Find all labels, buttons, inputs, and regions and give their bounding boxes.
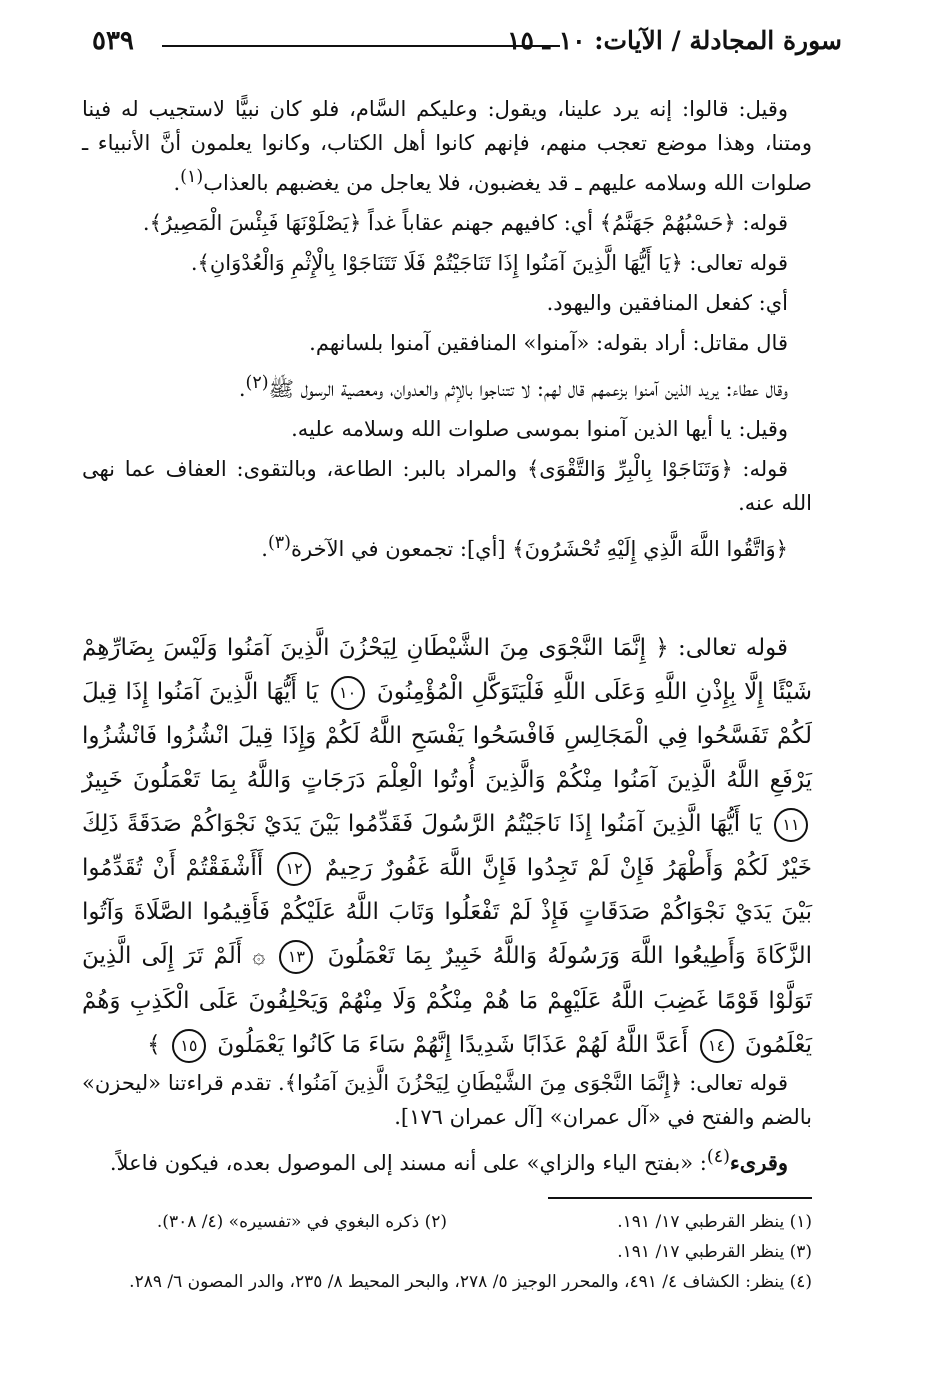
- commentary-top: [82, 92, 812, 572]
- paragraph: وقرىء$^{(٤)}$: «بفتح الياء والزاي» على أنه مسند إلى الموصول بعده، فيكون فاعلاً.: [109, 1147, 788, 1175]
- hizb-star-icon: ۞: [252, 944, 266, 969]
- verse-text: أَلَمْ تَرَ إِلَى الَّذِينَ تَوَلَّوْا قَوْمًا غَضِبَ اللَّهُ عَلَيْهِمْ مَا هُمْ مِنْكُمْ وَلَا مِنْهُمْ وَيَحْلِفُونَ عَلَى الْكَذِبِ وَهُمْ يَعْلَمُونَ: [82, 943, 812, 1058]
- paragraph: قوله: ﴿حَسْبُهُمْ جَهَنَّمُ﴾ أي: كافيهم جهنم عقاباً غداً ﴿يَصْلَوْنَهَا فَبِئْسَ الْمَصِيرُ﴾.: [142, 211, 788, 235]
- commentary-bottom: [82, 1066, 812, 1186]
- footnote: (٢) ذكره البغوي في «تفسيره» (٤/ ٣٠٨).: [156, 1212, 447, 1232]
- paragraph: أي: كفعل المنافقين واليهود.: [546, 291, 788, 315]
- footnote: (١) ينظر القرطبي ١٧/ ١٩١.: [617, 1212, 812, 1232]
- paragraph: وقيل: يا أيها الذين آمنوا بموسى صلوات الله وسلامه عليه.: [291, 417, 788, 441]
- paragraph: وقيل: قالوا: إنه يرد علينا، ويقول: وعليكم السَّام، فلو كان نبيًّا لاستجيب له فينا ومتنا، وهذا موضع تعجب منهم، فإنهم كانوا أهل الكتاب، وكانوا يعلمون أنَّ الأنبياء ـ صلوات الله وسلامه عليهم ـ قد يغضبون، فلا يعاجل من يغضبهم بالعذاب$^{(١)}$.: [82, 97, 812, 195]
- verse-text: يَا أَيُّهَا الَّذِينَ آمَنُوا إِذَا نَاجَيْتُمُ الرَّسُولَ فَقَدِّمُوا بَيْنَ يَدَيْ نَجْوَاكُمْ صَدَقَةً ذَلِكَ خَيْرٌ لَكُمْ وَأَطْهَرُ فَإِنْ لَمْ تَجِدُوا فَإِنَّ اللَّهَ غَفُورٌ رَحِيمٌ: [82, 811, 813, 881]
- quran-verses-block: قوله تعالى: ﴿ إِنَّمَا النَّجْوَى مِنَ الشَّيْطَانِ لِيَحْزُنَ الَّذِينَ آمَنُوا وَلَيْسَ بِضَارِّهِمْ شَيْئًا إِلَّا بِإِذْنِ اللَّهِ وَعَلَى اللَّهِ فَلْيَتَوَكَّلِ الْمُؤْمِنُونَ ١٠ يَا أَيُّهَا الَّذِينَ آمَنُوا إِذَا قِيلَ لَكُمْ تَفَسَّحُوا فِي الْمَجَالِسِ فَافْسَحُوا يَفْسَحِ اللَّهُ لَكُمْ وَإِذَا قِيلَ انْشُزُوا فَانْشُزُوا يَرْفَعِ اللَّهُ الَّذِينَ آمَنُوا مِنْكُمْ وَالَّذِينَ أُوتُوا الْعِلْمَ دَرَجَاتٍ وَاللَّهُ بِمَا تَعْمَلُونَ خَبِيرٌ ١١ يَا أَيُّهَا الَّذِينَ آمَنُوا إِذَا نَاجَيْتُمُ الرَّسُولَ فَقَدِّمُوا بَيْنَ يَدَيْ نَجْوَاكُمْ صَدَقَةً ذَلِكَ خَيْرٌ لَكُمْ وَأَطْهَرُ فَإِنْ لَمْ تَجِدُوا فَإِنَّ اللَّهَ غَفُورٌ رَحِيمٌ ١٢ أَأَشْفَقْتُمْ أَنْ تُقَدِّمُوا بَيْنَ يَدَيْ نَجْوَاكُمْ صَدَقَاتٍ فَإِذْ لَمْ تَفْعَلُوا وَتَابَ اللَّهُ عَلَيْكُمْ فَأَقِيمُوا الصَّلَاةَ وَآتُوا الزَّكَاةَ وَأَطِيعُوا اللَّهَ وَرَسُولَهُ وَاللَّهُ خَبِيرٌ بِمَا تَعْمَلُونَ ١٣ ۞ أَلَمْ تَرَ إِلَى الَّذِينَ تَوَلَّوْا قَوْمًا غَضِبَ اللَّهُ عَلَيْهِمْ مَا هُمْ مِنْكُمْ وَلَا مِنْهُمْ وَيَحْلِفُونَ عَلَى الْكَذِبِ وَهُمْ يَعْلَمُونَ ١٤ أَعَدَّ اللَّهُ لَهُمْ عَذَابًا شَدِيدًا إِنَّهُمْ سَاءَ مَا كَانُوا يَعْمَلُونَ ١٥ ﴾: [82, 626, 812, 1067]
- verse-number-marker: ١٢: [277, 852, 311, 886]
- verse-number-marker: ١٣: [279, 940, 313, 974]
- verse-text: أَأَشْفَقْتُمْ أَنْ تُقَدِّمُوا بَيْنَ يَدَيْ نَجْوَاكُمْ صَدَقَاتٍ فَإِذْ لَمْ تَفْعَلُوا وَتَابَ اللَّهُ عَلَيْكُمْ فَأَقِيمُوا الصَّلَاةَ وَآتُوا الزَّكَاةَ وَأَطِيعُوا اللَّهَ وَرَسُولَهُ وَاللَّهُ خَبِيرٌ بِمَا تَعْمَلُونَ: [82, 855, 813, 969]
- footnote-separator: [548, 1197, 812, 1199]
- verse-number-marker: ١٠: [331, 676, 365, 710]
- footnote-ref: (٣): [267, 533, 291, 553]
- paragraph: قال مقاتل: أراد بقوله: «آمنوا» المنافقين آمنوا بلسانهم.: [309, 331, 788, 355]
- paragraph: قوله: ﴿وَتَنَاجَوْا بِالْبِرِّ وَالتَّقْوَى﴾ والمراد بالبر: الطاعة، وبالتقوى: العفاف عما نهى الله عنه.: [82, 457, 812, 515]
- verse-text: إِنَّمَا النَّجْوَى مِنَ الشَّيْطَانِ لِيَحْزُنَ الَّذِينَ آمَنُوا وَلَيْسَ بِضَارِّهِمْ شَيْئًا إِلَّا بِإِذْنِ اللَّهِ وَعَلَى اللَّهِ فَلْيَتَوَكَّلِ الْمُؤْمِنُونَ: [82, 635, 813, 705]
- verse-number-marker: ١١: [774, 808, 808, 842]
- page-header: [92, 26, 842, 62]
- paragraph: ﴿وَاتَّقُوا اللَّهَ الَّذِي إِلَيْهِ تُحْشَرُونَ﴾ [أي]: تجمعون في الآخرة$^{(٣)}$.: [261, 533, 788, 561]
- page-number: ٥٣٩: [92, 26, 134, 56]
- verse-text: أَعَدَّ اللَّهُ لَهُمْ عَذَابًا شَدِيدًا إِنَّهُمْ سَاءَ مَا كَانُوا يَعْمَلُونَ: [217, 1032, 689, 1058]
- verse-number-marker: ١٥: [172, 1029, 206, 1063]
- paragraph: قوله تعالى: ﴿يَا أَيُّهَا الَّذِينَ آمَنُوا إِذَا تَنَاجَيْتُمْ فَلَا تَتَنَاجَوْا بِالْإِثْمِ وَالْعُدْوَانِ﴾.: [190, 251, 788, 275]
- verse-number-marker: ١٤: [700, 1029, 734, 1063]
- paragraph: وقال عطاء: يريد الذين آمنوا بزعمهم قال لهم: لا تتناجوا بالإثم والعدوان، ومعصية الرسول ﷺ$^{(٢)}$.: [238, 373, 788, 401]
- footnote-ref: (٢): [245, 373, 269, 393]
- header-rule: [162, 45, 560, 47]
- footnote-ref: (٤): [706, 1147, 730, 1167]
- footnote-ref: (١): [180, 167, 204, 187]
- running-title: سورة المجادلة / الآيات: ١٠ ـ ١٥: [507, 26, 842, 55]
- footnote: (٣) ينظر القرطبي ١٧/ ١٩١.: [617, 1242, 812, 1262]
- paragraph: قوله تعالى: ﴿إِنَّمَا النَّجْوَى مِنَ الشَّيْطَانِ لِيَحْزُنَ الَّذِينَ آمَنُوا﴾. تقدم قراءتنا «ليحزن» بالضم والفتح في «آل عمران» [آل عمران ١٧٦].: [82, 1071, 812, 1129]
- footnotes: [82, 1207, 812, 1297]
- verse-text: يَا أَيُّهَا الَّذِينَ آمَنُوا إِذَا قِيلَ لَكُمْ تَفَسَّحُوا فِي الْمَجَالِسِ فَافْسَحُوا يَفْسَحِ اللَّهُ لَكُمْ وَإِذَا قِيلَ انْشُزُوا فَانْشُزُوا يَرْفَعِ اللَّهُ الَّذِينَ آمَنُوا مِنْكُمْ وَالَّذِينَ أُوتُوا الْعِلْمَ دَرَجَاتٍ وَاللَّهُ بِمَا تَعْمَلُونَ خَبِيرٌ: [82, 679, 812, 793]
- footnote: (٤) ينظر: الكشاف ٤/ ٤٩١، والمحرر الوجيز ٥/ ٢٧٨، والبحر المحيط ٨/ ٢٣٥، والدر المصون ٦/ ٢٨٩.: [129, 1272, 812, 1292]
